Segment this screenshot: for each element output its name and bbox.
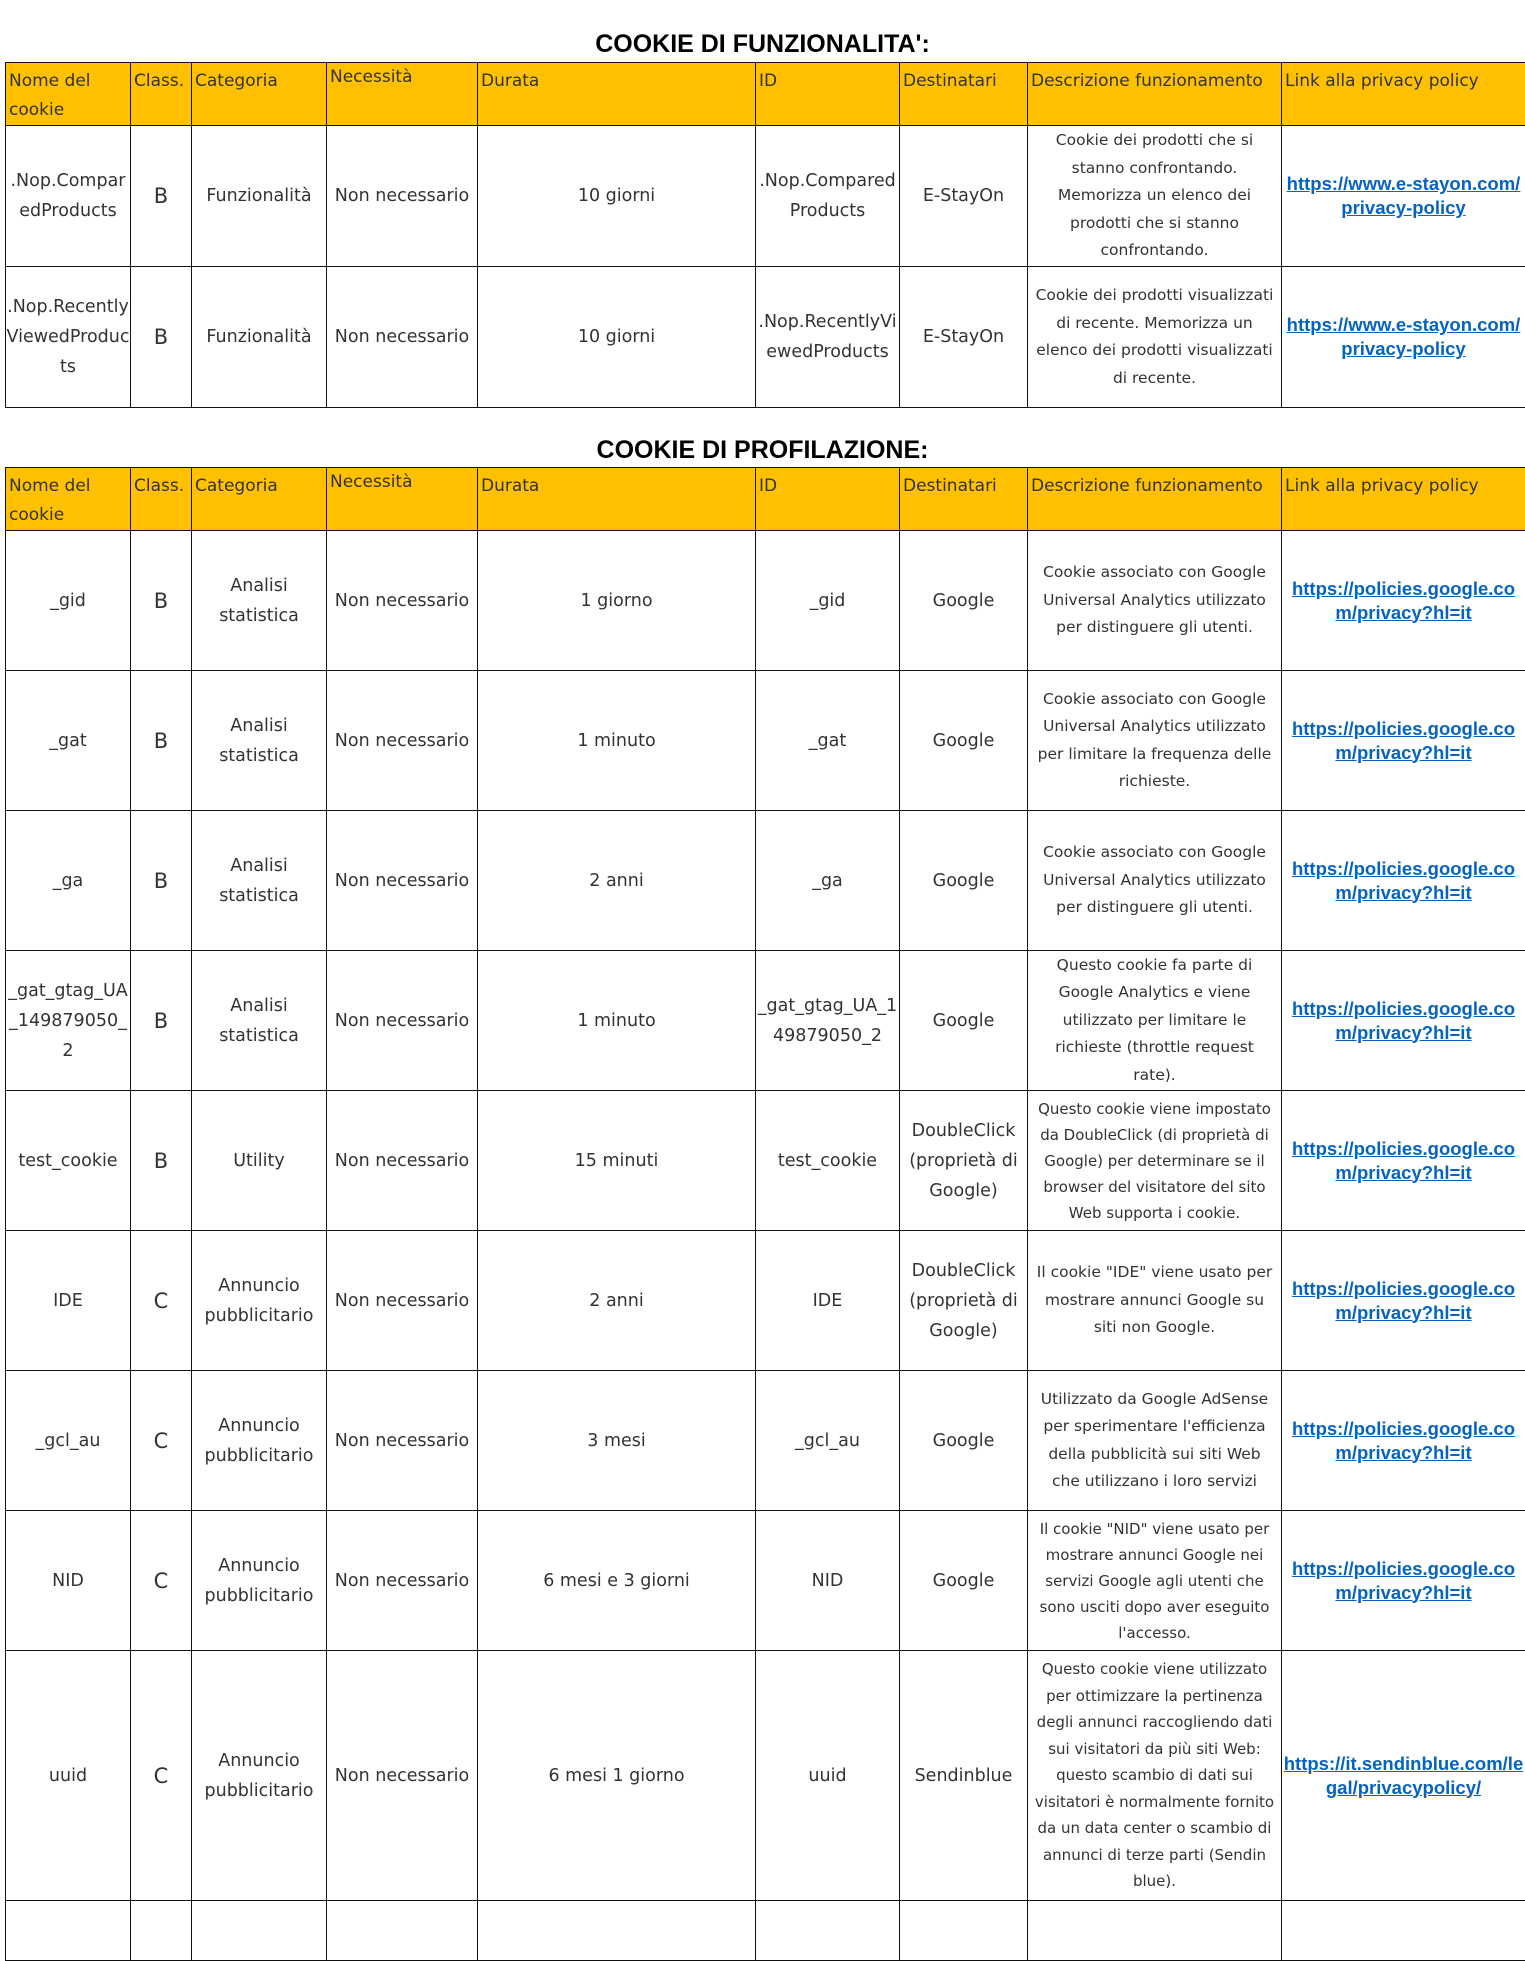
- cookie-category: Funzionalità: [192, 126, 327, 267]
- privacy-link-cell: [1282, 1371, 1525, 1511]
- header-privacy-link: Link alla privacy policy: [1282, 63, 1525, 126]
- cookie-description: Questo cookie viene utilizzato per ottimizzare la pertinenza degli annunci raccogliendo dati sui visitatori da più siti Web: questo scambio di dati sui visitatori è normalmente fornito da un data center o scambio di annunci di terze parti (Sendin blue).: [1028, 1651, 1282, 1901]
- cookie-category: Annuncio pubblicitario: [192, 1231, 327, 1371]
- cookie-name: .Nop.RecentlyViewedProducts: [6, 267, 131, 408]
- cookie-duration: 10 giorni: [478, 126, 756, 267]
- privacy-policy-link[interactable]: https://it.sendinblue.com/legal/privacypolicy/: [1282, 1752, 1525, 1800]
- privacy-policy-link[interactable]: https://policies.google.com/privacy?hl=it: [1282, 1557, 1525, 1605]
- cookie-name: .Nop.ComparedProducts: [6, 126, 131, 267]
- cookie-id: test_cookie: [756, 1091, 900, 1231]
- cookie-name: _gat_gtag_UA_149879050_2: [6, 951, 131, 1091]
- privacy-link-cell: [1282, 267, 1525, 408]
- privacy-policy-link[interactable]: https://policies.google.com/privacy?hl=it: [1282, 1417, 1525, 1465]
- privacy-link-cell: [1282, 1231, 1525, 1371]
- cookie-class: B: [131, 1091, 192, 1231]
- privacy-policy-link[interactable]: https://policies.google.com/privacy?hl=it: [1282, 577, 1525, 625]
- cookie-name: test_cookie: [6, 1091, 131, 1231]
- table-row: [6, 531, 1525, 671]
- header-cookie-name: Nome del cookie: [6, 63, 131, 126]
- privacy-link-cell: [1282, 126, 1525, 267]
- privacy-policy-link[interactable]: https://www.e-stayon.com/privacy-policy: [1282, 313, 1525, 361]
- table-row: [6, 1231, 1525, 1371]
- cookie-recipients: Google: [900, 531, 1028, 671]
- cookie-recipients: Sendinblue: [900, 1651, 1028, 1901]
- cookie-necessity: Non necessario: [327, 1511, 478, 1651]
- cookie-duration: 6 mesi e 3 giorni: [478, 1511, 756, 1651]
- header-cookie-name: Nome del cookie: [6, 468, 131, 531]
- table-row: [6, 1651, 1525, 1901]
- table-row: [6, 671, 1525, 811]
- table-row: [6, 1901, 1525, 1961]
- cookie-category: Analisi statistica: [192, 531, 327, 671]
- cookie-id: .Nop.RecentlyViewedProducts: [756, 267, 900, 408]
- cookie-description: Questo cookie viene impostato da DoubleClick (di proprietà di Google) per determinare se il browser del visitatore del sito Web supporta i cookie.: [1028, 1091, 1282, 1231]
- cookie-category: Utility: [192, 1091, 327, 1231]
- cookie-class: C: [131, 1511, 192, 1651]
- privacy-link-cell: [1282, 811, 1525, 951]
- cookie-name: _ga: [6, 811, 131, 951]
- profiling-cookies-title: COOKIE DI PROFILAZIONE:: [0, 436, 1525, 465]
- header-class: Class.: [131, 468, 192, 531]
- cookie-recipients: Google: [900, 1511, 1028, 1651]
- functional-cookies-title: COOKIE DI FUNZIONALITA':: [0, 30, 1525, 59]
- cookie-class: B: [131, 126, 192, 267]
- cookie-necessity: Non necessario: [327, 951, 478, 1091]
- header-id: ID: [756, 468, 900, 531]
- cookie-category: Annuncio pubblicitario: [192, 1511, 327, 1651]
- empty-cell: [192, 1901, 327, 1961]
- empty-cell: [900, 1901, 1028, 1961]
- empty-cell: [756, 1901, 900, 1961]
- privacy-link-cell: [1282, 1651, 1525, 1901]
- cookie-description: Questo cookie fa parte di Google Analytics e viene utilizzato per limitare le richieste (throttle request rate).: [1028, 951, 1282, 1091]
- cookie-id: IDE: [756, 1231, 900, 1371]
- cookie-id: .Nop.Compared Products: [756, 126, 900, 267]
- cookie-recipients: DoubleClick (proprietà di Google): [900, 1091, 1028, 1231]
- empty-cell: [478, 1901, 756, 1961]
- cookie-necessity: Non necessario: [327, 531, 478, 671]
- cookie-category: Annuncio pubblicitario: [192, 1651, 327, 1901]
- cookie-class: B: [131, 811, 192, 951]
- cookie-duration: 1 minuto: [478, 671, 756, 811]
- cookie-duration: 6 mesi 1 giorno: [478, 1651, 756, 1901]
- cookie-name: IDE: [6, 1231, 131, 1371]
- cookie-recipients: DoubleClick (proprietà di Google): [900, 1231, 1028, 1371]
- cookie-class: B: [131, 531, 192, 671]
- cookie-category: Analisi statistica: [192, 951, 327, 1091]
- cookie-recipients: Google: [900, 951, 1028, 1091]
- header-description: Descrizione funzionamento: [1028, 468, 1282, 531]
- cookie-duration: 10 giorni: [478, 267, 756, 408]
- cookie-necessity: Non necessario: [327, 1651, 478, 1901]
- cookie-recipients: Google: [900, 671, 1028, 811]
- cookie-name: _gid: [6, 531, 131, 671]
- table-row: [6, 1091, 1525, 1231]
- header-class: Class.: [131, 63, 192, 126]
- cookie-class: B: [131, 267, 192, 408]
- cookie-class: C: [131, 1371, 192, 1511]
- privacy-policy-link[interactable]: https://policies.google.com/privacy?hl=it: [1282, 717, 1525, 765]
- cookie-description: Cookie associato con Google Universal Analytics utilizzato per distinguere gli utenti.: [1028, 531, 1282, 671]
- cookie-class: C: [131, 1651, 192, 1901]
- cookie-necessity: Non necessario: [327, 267, 478, 408]
- cookie-necessity: Non necessario: [327, 1091, 478, 1231]
- privacy-policy-link[interactable]: https://policies.google.com/privacy?hl=it: [1282, 1137, 1525, 1185]
- cookie-name: NID: [6, 1511, 131, 1651]
- functional-cookies-table: [5, 62, 1525, 408]
- cookie-id: NID: [756, 1511, 900, 1651]
- header-category: Categoria: [192, 468, 327, 531]
- header-necessity: Necessità: [327, 63, 478, 126]
- cookie-description: Cookie associato con Google Universal Analytics utilizzato per distinguere gli utenti.: [1028, 811, 1282, 951]
- privacy-policy-link[interactable]: https://www.e-stayon.com/privacy-policy: [1282, 172, 1525, 220]
- cookie-class: B: [131, 671, 192, 811]
- header-duration: Durata: [478, 468, 756, 531]
- privacy-policy-link[interactable]: https://policies.google.com/privacy?hl=it: [1282, 997, 1525, 1045]
- cookie-id: _gid: [756, 531, 900, 671]
- cookie-description: Il cookie "NID" viene usato per mostrare annunci Google nei servizi Google agli utenti che sono usciti dopo aver eseguito l'accesso.: [1028, 1511, 1282, 1651]
- empty-cell: [1282, 1901, 1525, 1961]
- table-header-row: [6, 63, 1525, 126]
- empty-cell: [327, 1901, 478, 1961]
- cookie-description: Utilizzato da Google AdSense per sperimentare l'efficienza della pubblicità sui siti Web che utilizzano i loro servizi: [1028, 1371, 1282, 1511]
- header-id: ID: [756, 63, 900, 126]
- table-header-row: [6, 468, 1525, 531]
- privacy-policy-link[interactable]: https://policies.google.com/privacy?hl=it: [1282, 857, 1525, 905]
- table-row: [6, 811, 1525, 951]
- cookie-id: _ga: [756, 811, 900, 951]
- header-duration: Durata: [478, 63, 756, 126]
- cookie-duration: 15 minuti: [478, 1091, 756, 1231]
- cookie-class: C: [131, 1231, 192, 1371]
- cookie-duration: 2 anni: [478, 811, 756, 951]
- privacy-link-cell: [1282, 951, 1525, 1091]
- cookie-name: uuid: [6, 1651, 131, 1901]
- cookie-duration: 3 mesi: [478, 1371, 756, 1511]
- cookie-recipients: E-StayOn: [900, 267, 1028, 408]
- cookie-id: _gat_gtag_UA_149879050_2: [756, 951, 900, 1091]
- cookie-description: Cookie associato con Google Universal Analytics utilizzato per limitare la frequenza delle richieste.: [1028, 671, 1282, 811]
- privacy-policy-link[interactable]: https://policies.google.com/privacy?hl=it: [1282, 1277, 1525, 1325]
- cookie-recipients: Google: [900, 811, 1028, 951]
- header-necessity: Necessità: [327, 468, 478, 531]
- cookie-id: _gat: [756, 671, 900, 811]
- cookie-recipients: Google: [900, 1371, 1028, 1511]
- cookie-id: _gcl_au: [756, 1371, 900, 1511]
- cookie-description: Cookie dei prodotti visualizzati di recente. Memorizza un elenco dei prodotti visualizzati di recente.: [1028, 267, 1282, 408]
- table-row: [6, 126, 1525, 267]
- cookie-duration: 1 giorno: [478, 531, 756, 671]
- cookie-category: Analisi statistica: [192, 811, 327, 951]
- cookie-description: Cookie dei prodotti che si stanno confrontando. Memorizza un elenco dei prodotti che si stanno confrontando.: [1028, 126, 1282, 267]
- cookie-class: B: [131, 951, 192, 1091]
- cookie-description: Il cookie "IDE" viene usato per mostrare annunci Google su siti non Google.: [1028, 1231, 1282, 1371]
- header-privacy-link: Link alla privacy policy: [1282, 468, 1525, 531]
- header-category: Categoria: [192, 63, 327, 126]
- privacy-link-cell: [1282, 1511, 1525, 1651]
- privacy-link-cell: [1282, 1091, 1525, 1231]
- cookie-necessity: Non necessario: [327, 1231, 478, 1371]
- header-recipients: Destinatari: [900, 63, 1028, 126]
- cookie-duration: 1 minuto: [478, 951, 756, 1091]
- cookie-name: _gat: [6, 671, 131, 811]
- cookie-necessity: Non necessario: [327, 1371, 478, 1511]
- cookie-duration: 2 anni: [478, 1231, 756, 1371]
- cookie-id: uuid: [756, 1651, 900, 1901]
- empty-cell: [6, 1901, 131, 1961]
- table-row: [6, 1511, 1525, 1651]
- cookie-name: _gcl_au: [6, 1371, 131, 1511]
- profiling-cookies-table: [5, 467, 1525, 1961]
- cookie-necessity: Non necessario: [327, 671, 478, 811]
- empty-cell: [1028, 1901, 1282, 1961]
- header-recipients: Destinatari: [900, 468, 1028, 531]
- cookie-necessity: Non necessario: [327, 126, 478, 267]
- table-row: [6, 267, 1525, 408]
- privacy-link-cell: [1282, 671, 1525, 811]
- privacy-link-cell: [1282, 531, 1525, 671]
- table-row: [6, 951, 1525, 1091]
- cookie-category: Funzionalità: [192, 267, 327, 408]
- cookie-category: Annuncio pubblicitario: [192, 1371, 327, 1511]
- table-row: [6, 1371, 1525, 1511]
- empty-cell: [131, 1901, 192, 1961]
- cookie-necessity: Non necessario: [327, 811, 478, 951]
- cookie-category: Analisi statistica: [192, 671, 327, 811]
- cookie-recipients: E-StayOn: [900, 126, 1028, 267]
- header-description: Descrizione funzionamento: [1028, 63, 1282, 126]
